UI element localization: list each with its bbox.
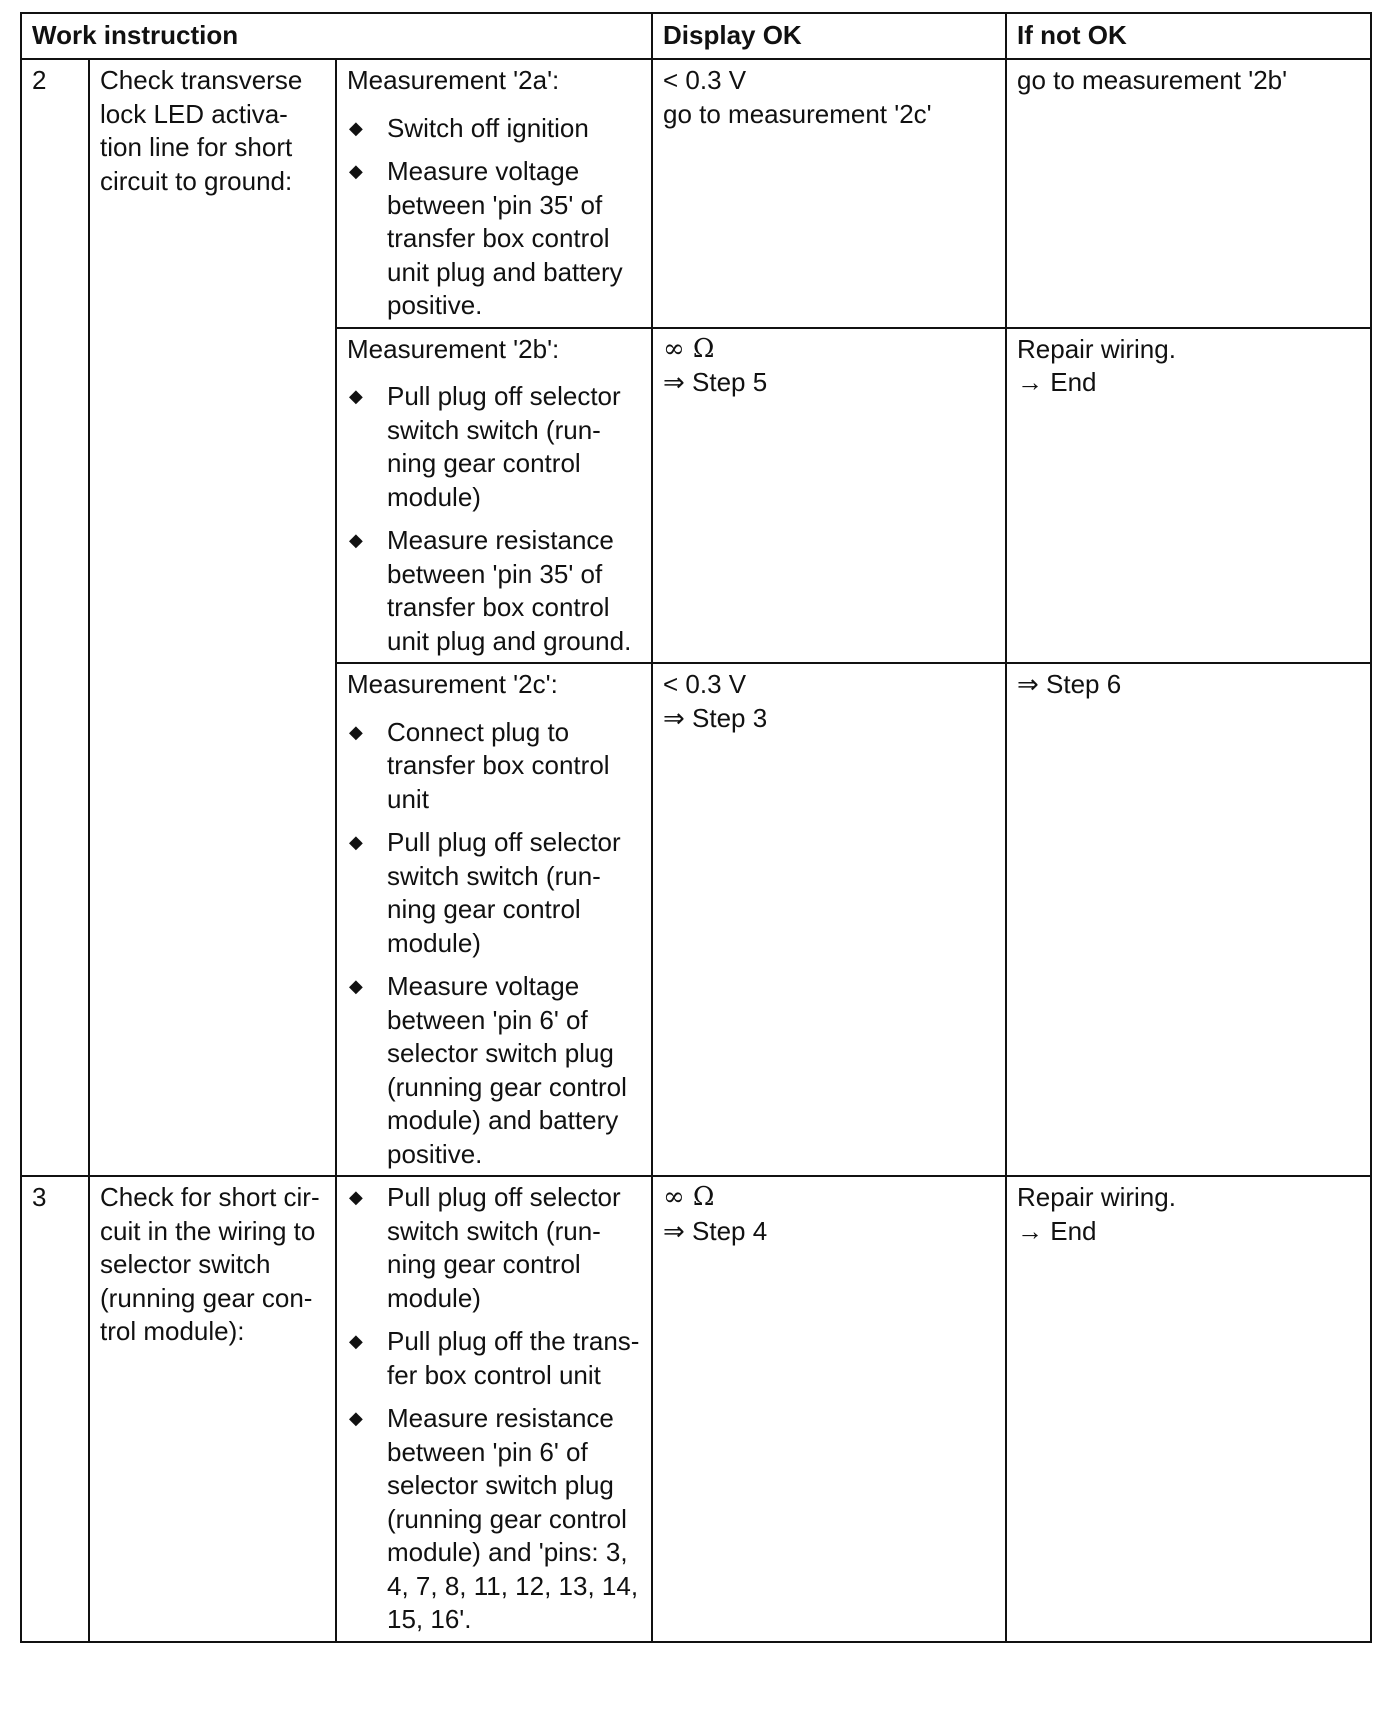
diamond-bullet-icon: ◆ [349,386,363,406]
if-not-ok-cell [1006,59,1371,328]
step-description: Check transverse lock LED activa-tion line for short circuit to ground: [89,59,336,1176]
display-ok-line: ⇒ Step 4 [663,1215,768,1246]
display-ok-cell [652,59,1006,328]
instruction-list [347,1181,641,1637]
step-description: Check for short cir-cuit in the wiring to selector switch (running gear con-trol module): [89,1176,336,1642]
display-ok-line: go to measurement '2c' [663,98,932,129]
list-item: ◆ Measure voltage between 'pin 6' of selector switch plug (running gear control module) and battery positive. [349,971,627,1169]
measurement-label: Measurement '2a': [347,65,560,95]
display-ok-line: ∞ Ω [663,1182,715,1212]
if-not-ok-line: Repair wiring. [1017,333,1176,364]
list-item: ◆ Measure voltage between 'pin 35' of transfer box control unit plug and battery positive. [349,156,623,320]
diamond-bullet-icon: ◆ [349,1187,363,1207]
header-display-ok: Display OK [652,13,1006,59]
measurement-label: Measurement '2c': [347,669,558,699]
work-instruction-table [20,12,1372,1643]
if-not-ok-line: → End [1017,1215,1097,1246]
if-not-ok-line: Repair wiring. [1017,1182,1176,1212]
diamond-bullet-icon: ◆ [349,976,363,996]
if-not-ok-line: → End [1017,367,1097,397]
list-item: ◆ Pull plug off selector switch switch (run-ning gear control module) [349,381,621,512]
if-not-ok-line: go to measurement '2b' [1017,65,1288,95]
display-ok-line: < 0.3 V [663,669,747,699]
display-ok-line: ⇒ Step 3 [663,702,768,733]
diamond-bullet-icon: ◆ [349,117,363,138]
diamond-bullet-icon: ◆ [349,721,363,742]
list-item: ◆ Measure resistance between 'pin 6' of selector switch plug (running gear control module) and 'pins: 3, 4, 7, 8, 11, 12, 13, 14, 15, 16'. [349,1403,639,1634]
list-item: ◆ Pull plug off selector switch switch (run-ning gear control module) [349,827,621,958]
diamond-bullet-icon: ◆ [349,1408,363,1428]
measurement-cell [336,663,652,1176]
header-if-not-ok: If not OK [1006,13,1371,59]
list-item: ◆ Connect plug to transfer box control unit [349,716,610,814]
measurement-cell [336,328,652,664]
step-number: 2 [21,59,89,1176]
diamond-bullet-icon: ◆ [349,530,363,550]
display-ok-cell [652,328,1006,664]
if-not-ok-cell [1006,663,1371,1176]
display-ok-cell [652,1176,1006,1642]
display-ok-line: < 0.3 V [663,65,747,95]
diamond-bullet-icon: ◆ [349,1331,363,1351]
header-work-instruction: Work instruction [21,13,652,59]
step-number: 3 [21,1176,89,1642]
diamond-bullet-icon: ◆ [349,161,363,181]
header-row [21,13,1371,59]
if-not-ok-cell [1006,1176,1371,1642]
table-row [21,59,1371,328]
table-row [21,1176,1371,1642]
instruction-list [347,112,641,323]
measurement-cell [336,59,652,328]
if-not-ok-line: ⇒ Step 6 [1017,669,1122,699]
diamond-bullet-icon: ◆ [349,832,363,852]
display-ok-cell [652,663,1006,1176]
list-item: ◆ Switch off ignition [347,112,641,146]
measurement-label: Measurement '2b': [347,333,560,364]
measurement-cell [336,1176,652,1642]
instruction-list [347,380,641,658]
display-ok-line: ⇒ Step 5 [663,367,768,397]
list-item: ◆ Measure resistance between 'pin 35' of transfer box control unit plug and ground. [349,525,632,656]
if-not-ok-cell [1006,328,1371,664]
list-item: ◆ Pull plug off the trans-fer box control unit [349,1326,640,1390]
display-ok-line: ∞ Ω [663,333,715,364]
list-item: ◆ Pull plug off selector switch switch (run-ning gear control module) [349,1182,621,1313]
instruction-list [347,716,641,1172]
